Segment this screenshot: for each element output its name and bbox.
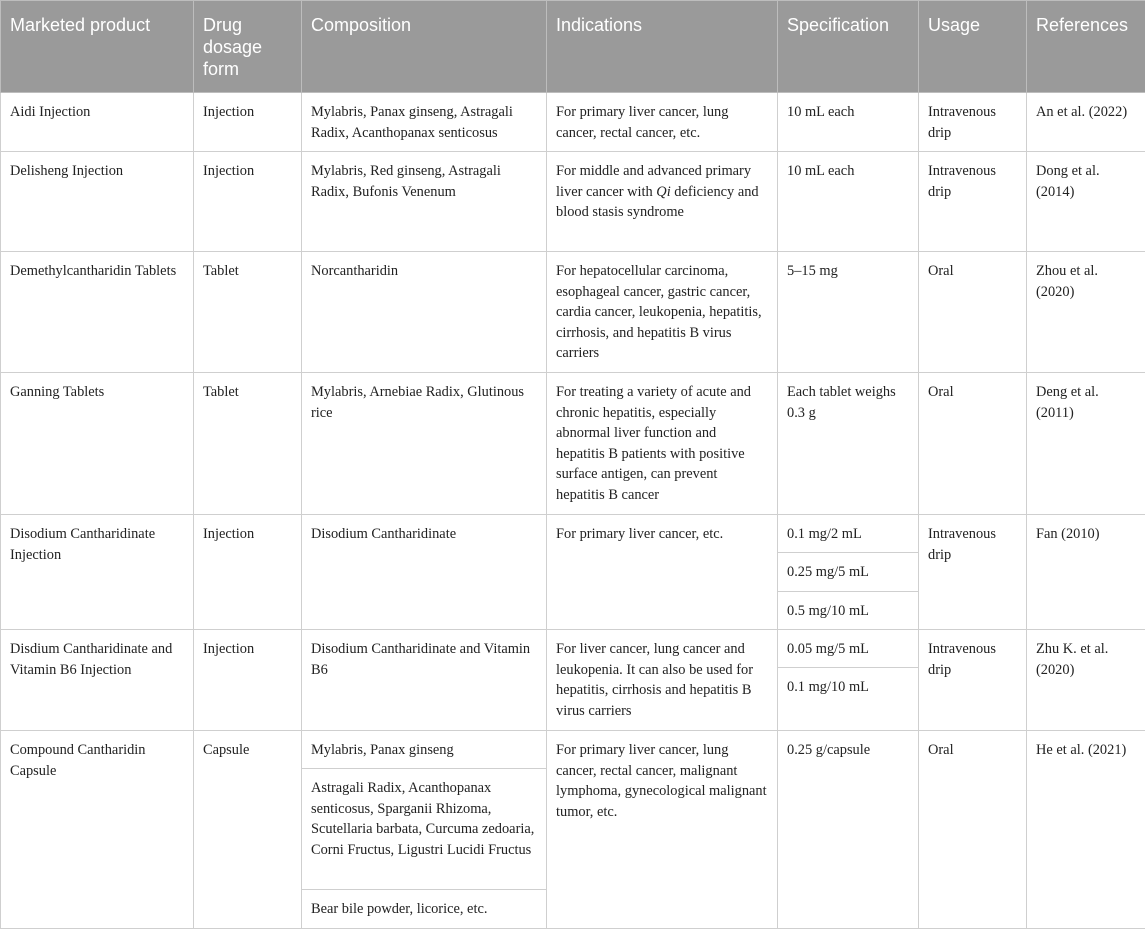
indications-text: deficiency and blood stasis syndrome (556, 183, 759, 220)
composition-cell: Mylabris, Panax ginseng, Astragali Radix, Acanthopanax senticosus (302, 93, 547, 152)
table-row (1, 93, 1145, 152)
header-marketed-product: Marketed product (1, 1, 194, 93)
form-cell: Injection (194, 93, 302, 152)
usage-cell: Oral (919, 373, 1027, 515)
usage-cell: Intravenous drip (919, 630, 1027, 731)
indications-text: For middle and advanced primary liver cancer with (556, 163, 752, 200)
header-usage: Usage (919, 1, 1027, 93)
composition-cell: Mylabris, Arnebiae Radix, Glutinous rice (302, 373, 547, 515)
indications-cell: For treating a variety of acute and chronic hepatitis, especially abnormal liver function and hepatitis B patients with positive surface antigen, can prevent hepatitis B cancer (547, 373, 778, 515)
table-header-row (1, 1, 1145, 93)
indications-cell: For liver cancer, lung cancer and leukopenia. It can also be used for hepatitis, cirrhosis and hepatitis B virus carriers (547, 630, 778, 731)
specification-cell: 0.25 g/capsule (778, 731, 919, 929)
header-references: References (1027, 1, 1145, 93)
composition-cell: Mylabris, Panax ginseng (302, 731, 547, 769)
indications-cell: For primary liver cancer, lung cancer, rectal cancer, malignant lymphoma, gynecological malignant tumor, etc. (547, 731, 778, 929)
reference-cell: Deng et al. (2011) (1027, 373, 1145, 515)
indications-qi-term: Qi (656, 183, 671, 200)
form-cell: Tablet (194, 373, 302, 515)
table-row (1, 515, 1145, 553)
header-drug-dosage-form: Drug dosage form (194, 1, 302, 93)
header-specification: Specification (778, 1, 919, 93)
composition-cell: Astragali Radix, Acanthopanax senticosus, Sparganii Rhizoma, Scutellaria barbata, Curcuma zedoaria, Corni Fructus, Ligustri Lucidi Fructus (302, 769, 547, 890)
composition-cell: Mylabris, Red ginseng, Astragali Radix, Bufonis Venenum (302, 152, 547, 252)
specification-cell: 0.1 mg/10 mL (778, 668, 919, 731)
reference-cell: He et al. (2021) (1027, 731, 1145, 929)
indications-cell: For primary liver cancer, etc. (547, 515, 778, 630)
composition-cell: Disodium Cantharidinate and Vitamin B6 (302, 630, 547, 731)
product-cell: Aidi Injection (1, 93, 194, 152)
table-row (1, 252, 1145, 373)
reference-cell: Dong et al. (2014) (1027, 152, 1145, 252)
table-row (1, 373, 1145, 515)
composition-cell: Norcantharidin (302, 252, 547, 373)
form-cell: Injection (194, 152, 302, 252)
table-row (1, 630, 1145, 668)
usage-cell: Oral (919, 252, 1027, 373)
usage-cell: Intravenous drip (919, 515, 1027, 630)
specification-cell: 5–15 mg (778, 252, 919, 373)
form-cell: Injection (194, 515, 302, 630)
product-cell: Disodium Cantharidinate Injection (1, 515, 194, 630)
indications-cell (547, 152, 778, 252)
specification-cell: 10 mL each (778, 93, 919, 152)
specification-cell: 10 mL each (778, 152, 919, 252)
composition-cell: Disodium Cantharidinate (302, 515, 547, 630)
indications-cell: For hepatocellular carcinoma, esophageal cancer, gastric cancer, cardia cancer, leukopenia, hepatitis, cirrhosis, and hepatitis B virus carriers (547, 252, 778, 373)
specification-cell: 0.25 mg/5 mL (778, 553, 919, 592)
form-cell: Injection (194, 630, 302, 731)
specification-cell: 0.1 mg/2 mL (778, 515, 919, 553)
usage-cell: Intravenous drip (919, 152, 1027, 252)
usage-cell: Intravenous drip (919, 93, 1027, 152)
specification-cell: 0.05 mg/5 mL (778, 630, 919, 668)
usage-cell: Oral (919, 731, 1027, 929)
form-cell: Tablet (194, 252, 302, 373)
reference-cell: Fan (2010) (1027, 515, 1145, 630)
reference-cell: Zhou et al. (2020) (1027, 252, 1145, 373)
product-cell: Delisheng Injection (1, 152, 194, 252)
product-cell: Disdium Cantharidinate and Vitamin B6 Injection (1, 630, 194, 731)
reference-cell: An et al. (2022) (1027, 93, 1145, 152)
table-row (1, 152, 1145, 252)
product-cell: Ganning Tablets (1, 373, 194, 515)
table-row (1, 731, 1145, 769)
product-cell: Demethylcantharidin Tablets (1, 252, 194, 373)
specification-cell: 0.5 mg/10 mL (778, 592, 919, 630)
header-composition: Composition (302, 1, 547, 93)
reference-cell: Zhu K. et al. (2020) (1027, 630, 1145, 731)
header-indications: Indications (547, 1, 778, 93)
form-cell: Capsule (194, 731, 302, 929)
product-cell: Compound Cantharidin Capsule (1, 731, 194, 929)
specification-cell: Each tablet weighs 0.3 g (778, 373, 919, 515)
composition-cell: Bear bile powder, licorice, etc. (302, 890, 547, 929)
indications-cell: For primary liver cancer, lung cancer, rectal cancer, etc. (547, 93, 778, 152)
